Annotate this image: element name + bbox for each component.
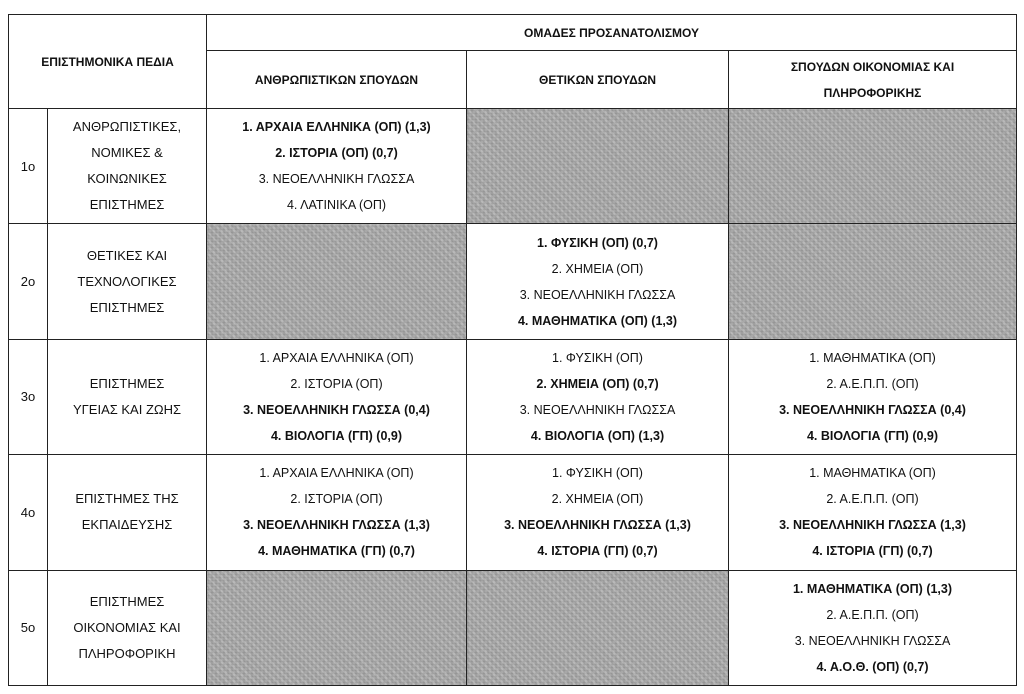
table-row <box>9 109 1017 224</box>
subject-item: 2. Α.Ε.Π.Π. (ΟΠ) <box>826 607 919 622</box>
subjects-cell <box>207 339 467 454</box>
group-header-humanities: ΑΝΘΡΩΠΙΣΤΙΚΩΝ ΣΠΟΥΔΩΝ <box>207 51 467 109</box>
subject-item: 4. Α.Ο.Θ. (ΟΠ) (0,7) <box>816 659 929 674</box>
subject-item: 2. ΙΣΤΟΡΙΑ (ΟΠ) <box>290 492 383 507</box>
subject-item: 2. ΙΣΤΟΡΙΑ (ΟΠ) (0,7) <box>275 146 398 161</box>
subjects-cell <box>467 455 729 570</box>
subjects-cell <box>207 455 467 570</box>
subjects-cell <box>729 455 1017 570</box>
subject-item: 3. ΝΕΟΕΛΛΗΝΙΚΗ ΓΛΩΣΣΑ (1,3) <box>779 518 966 533</box>
table-row <box>9 570 1017 685</box>
table-row <box>9 455 1017 570</box>
subject-item: 4. ΙΣΤΟΡΙΑ (ΓΠ) (0,7) <box>812 544 933 559</box>
scientific-field-name <box>48 455 207 570</box>
subject-item: 1. ΑΡΧΑΙΑ ΕΛΛΗΝΙΚΑ (ΟΠ) <box>259 350 414 365</box>
subject-item: 1. ΜΑΘΗΜΑΤΙΚΑ (ΟΠ) (1,3) <box>792 581 953 596</box>
field-name-line: ΕΠΙΣΤΗΜΕΣ ΤΗΣ <box>75 491 179 507</box>
subject-item: 4. ΜΑΘΗΜΑΤΙΚΑ (ΓΠ) (0,7) <box>258 544 415 559</box>
group-header-economics-informatics: ΣΠΟΥΔΩΝ ΟΙΚΟΝΟΜΙΑΣ ΚΑΙ ΠΛΗΡΟΦΟΡΙΚΗΣ <box>729 51 1017 109</box>
scientific-field-name <box>48 339 207 454</box>
subject-item: 3. ΝΕΟΕΛΛΗΝΙΚΗ ΓΛΩΣΣΑ <box>258 172 415 187</box>
subject-item: 3. ΝΕΟΕΛΛΗΝΙΚΗ ΓΛΩΣΣΑ <box>794 633 951 648</box>
field-name-line: ΚΟΙΝΩΝΙΚΕΣ <box>87 171 167 187</box>
document-page <box>8 14 1016 686</box>
shaded-empty-cell <box>467 109 729 224</box>
subject-item: 2. ΧΗΜΕΙΑ (ΟΠ) (0,7) <box>536 376 659 391</box>
subject-item: 4. ΒΙΟΛΟΓΙΑ (ΓΠ) (0,9) <box>806 428 939 443</box>
subject-item: 2. ΧΗΜΕΙΑ (ΟΠ) <box>551 492 644 507</box>
subject-item: 3. ΝΕΟΕΛΛΗΝΙΚΗ ΓΛΩΣΣΑ <box>519 287 676 302</box>
scientific-field-name <box>48 109 207 224</box>
field-name-line: ΕΚΠΑΙΔΕΥΣΗΣ <box>81 517 173 533</box>
subject-item: 1. ΑΡΧΑΙΑ ΕΛΛΗΝΙΚΑ (ΟΠ) <box>259 466 414 481</box>
subject-item: 1. ΦΥΣΙΚΗ (ΟΠ) (0,7) <box>537 235 658 250</box>
subject-item: 1. ΦΥΣΙΚΗ (ΟΠ) <box>552 466 643 481</box>
subject-item: 3. ΝΕΟΕΛΛΗΝΙΚΗ ΓΛΩΣΣΑ (0,4) <box>779 402 966 417</box>
field-name-line: ΥΓΕΙΑΣ ΚΑΙ ΖΩΗΣ <box>72 401 182 417</box>
subject-item: 4. ΛΑΤΙΝΙΚΑ (ΟΠ) <box>286 198 387 213</box>
subject-item: 4. ΜΑΘΗΜΑΤΙΚΑ (ΟΠ) (1,3) <box>517 313 678 328</box>
subject-item: 2. ΧΗΜΕΙΑ (ΟΠ) <box>551 261 644 276</box>
group-header-sciences: ΘΕΤΙΚΩΝ ΣΠΟΥΔΩΝ <box>467 51 729 109</box>
table-row <box>9 339 1017 454</box>
field-name-line: ΟΙΚΟΝΟΜΙΑΣ ΚΑΙ <box>73 619 181 635</box>
field-number: 2ο <box>9 224 48 339</box>
field-name-line: ΝΟΜΙΚΕΣ & <box>91 145 163 161</box>
field-number: 5ο <box>9 570 48 685</box>
subject-item: 3. ΝΕΟΕΛΛΗΝΙΚΗ ΓΛΩΣΣΑ (0,4) <box>243 402 430 417</box>
shaded-empty-cell <box>729 109 1017 224</box>
field-name-line: ΕΠΙΣΤΗΜΕΣ <box>89 593 165 609</box>
subject-item: 2. Α.Ε.Π.Π. (ΟΠ) <box>826 376 919 391</box>
subjects-cell <box>467 224 729 339</box>
orientation-groups-header: ΟΜΑΔΕΣ ΠΡΟΣΑΝΑΤΟΛΙΣΜΟΥ <box>207 15 1017 51</box>
table-row <box>9 224 1017 339</box>
field-name-line: ΠΛΗΡΟΦΟΡΙΚΗ <box>78 645 176 661</box>
shaded-empty-cell <box>207 224 467 339</box>
subject-item: 1. ΑΡΧΑΙΑ ΕΛΛΗΝΙΚΑ (ΟΠ) (1,3) <box>242 120 431 135</box>
field-name-line: ΘΕΤΙΚΕΣ ΚΑΙ <box>86 247 168 263</box>
subjects-cell <box>729 570 1017 685</box>
subject-item: 4. ΒΙΟΛΟΓΙΑ (ΓΠ) (0,9) <box>270 428 403 443</box>
subjects-cell <box>729 339 1017 454</box>
field-name-line: ΕΠΙΣΤΗΜΕΣ <box>89 299 165 315</box>
subject-item: 1. ΜΑΘΗΜΑΤΙΚΑ (ΟΠ) <box>809 350 936 365</box>
subject-item: 2. Α.Ε.Π.Π. (ΟΠ) <box>826 492 919 507</box>
scientific-field-name <box>48 570 207 685</box>
shaded-empty-cell <box>207 570 467 685</box>
subject-item: 3. ΝΕΟΕΛΛΗΝΙΚΗ ΓΛΩΣΣΑ <box>519 402 676 417</box>
field-name-line: ΕΠΙΣΤΗΜΕΣ <box>89 375 165 391</box>
subjects-cell <box>467 339 729 454</box>
subjects-cell <box>207 109 467 224</box>
subject-item: 3. ΝΕΟΕΛΛΗΝΙΚΗ ΓΛΩΣΣΑ (1,3) <box>504 518 691 533</box>
subject-item: 4. ΙΣΤΟΡΙΑ (ΓΠ) (0,7) <box>537 544 658 559</box>
orientation-groups-table <box>8 14 1017 686</box>
field-name-line: ΕΠΙΣΤΗΜΕΣ <box>89 197 165 213</box>
table-body <box>9 109 1017 686</box>
subject-item: 4. ΒΙΟΛΟΓΙΑ (ΟΠ) (1,3) <box>530 428 665 443</box>
field-number: 4ο <box>9 455 48 570</box>
field-name-line: ΑΝΘΡΩΠΙΣΤΙΚΕΣ, <box>72 119 182 135</box>
subject-item: 2. ΙΣΤΟΡΙΑ (ΟΠ) <box>290 376 383 391</box>
scientific-fields-header: ΕΠΙΣΤΗΜΟΝΙΚΑ ΠΕΔΙΑ <box>9 15 207 109</box>
subject-item: 1. ΦΥΣΙΚΗ (ΟΠ) <box>552 350 643 365</box>
shaded-empty-cell <box>729 224 1017 339</box>
field-number: 3ο <box>9 339 48 454</box>
scientific-field-name <box>48 224 207 339</box>
subject-item: 1. ΜΑΘΗΜΑΤΙΚΑ (ΟΠ) <box>809 466 936 481</box>
field-number: 1ο <box>9 109 48 224</box>
shaded-empty-cell <box>467 570 729 685</box>
field-name-line: ΤΕΧΝΟΛΟΓΙΚΕΣ <box>77 273 177 289</box>
subject-item: 3. ΝΕΟΕΛΛΗΝΙΚΗ ΓΛΩΣΣΑ (1,3) <box>243 518 430 533</box>
